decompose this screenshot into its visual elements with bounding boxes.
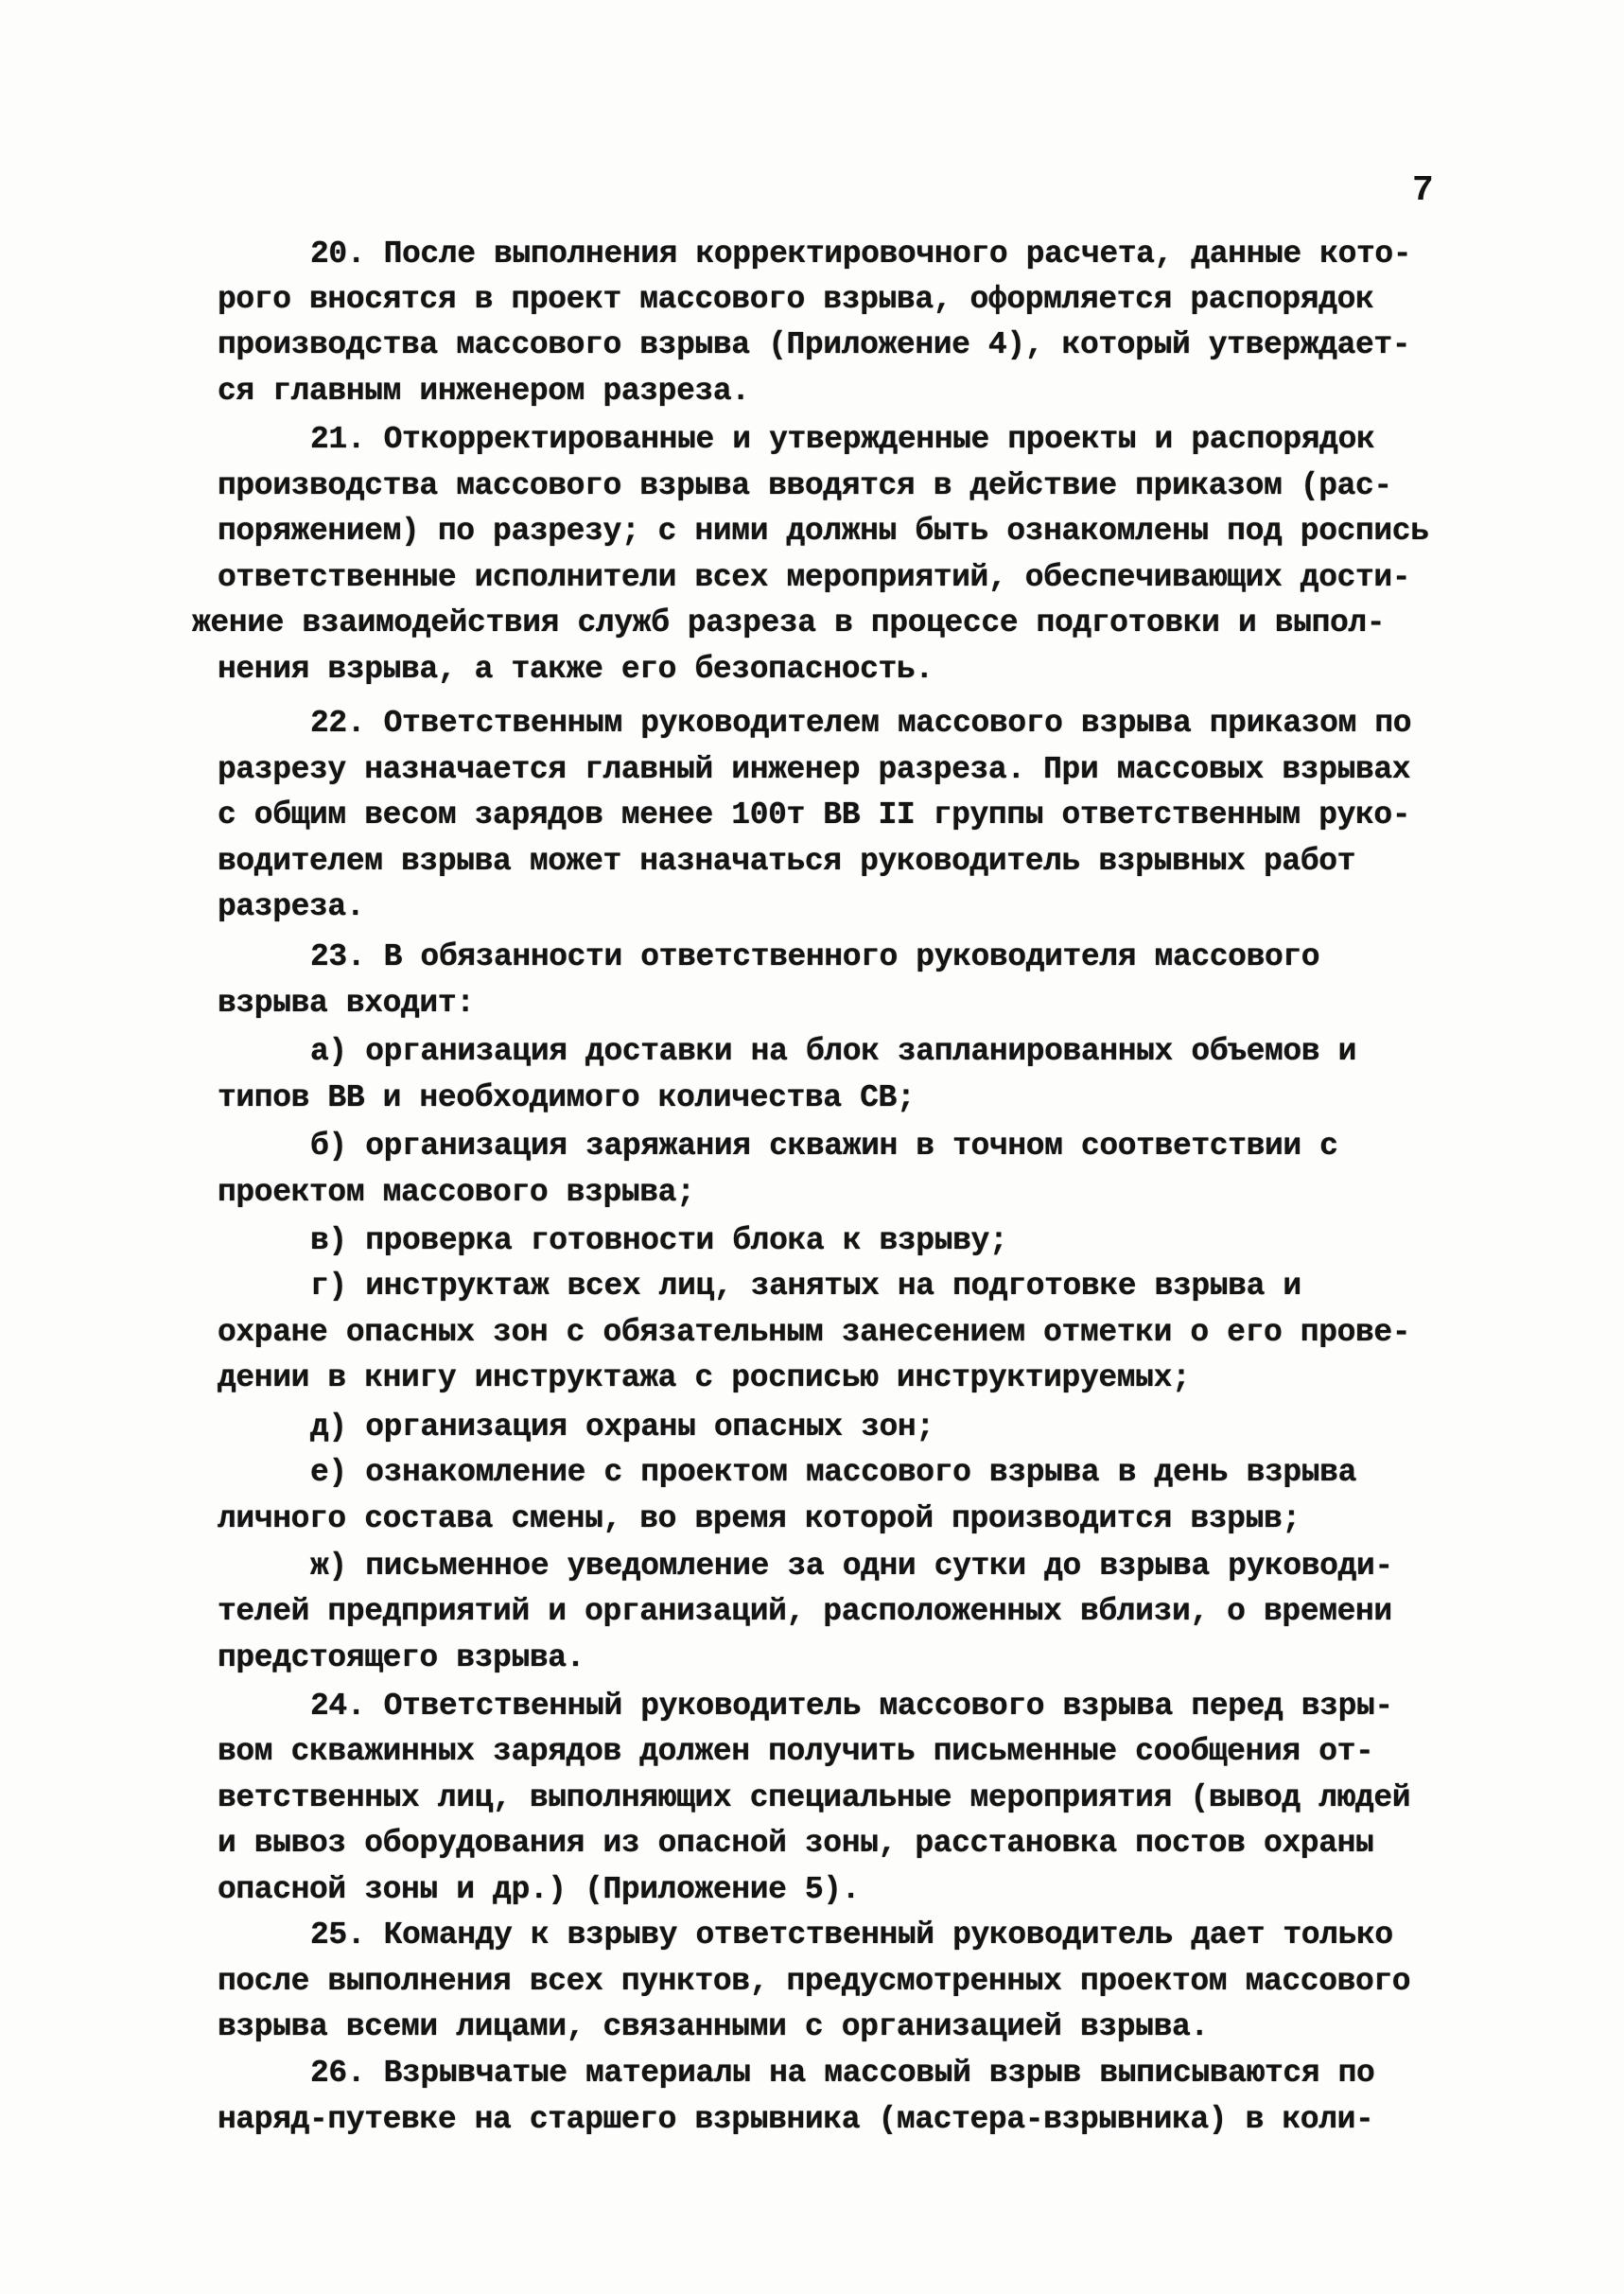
paragraph-20-line: производства массового взрыва (Приложение 4), который утверждает-	[218, 327, 1411, 362]
paragraph-24-line: опасной зоны и др.) (Приложение 5).	[218, 1872, 861, 1907]
paragraph-25-line: взрыва всеми лицами, связанными с организацией взрыва.	[218, 2009, 1209, 2044]
list-item-b: б) организация заряжания скважин в точном соответствии с	[310, 1129, 1338, 1164]
paragraph-25-line: после выполнения всех пунктов, предусмотренных проектом массового	[218, 1964, 1411, 1999]
paragraph-21-line: ответственные исполнители всех мероприятий, обеспечивающих дости-	[218, 560, 1411, 595]
paragraph-23-line: 23. В обязанности ответственного руководителя массового	[310, 939, 1320, 974]
paragraph-21-line: поряжением) по разрезу; с ними должны быть ознакомлены под роспись	[218, 514, 1429, 549]
paragraph-20-line: 20. После выполнения корректировочного расчета, данные кото-	[310, 236, 1412, 271]
paragraph-26-line: наряд-путевке на старшего взрывника (мастера-взрывника) в коли-	[218, 2102, 1374, 2137]
list-item-a: а) организация доставки на блок запланированных объемов и	[310, 1034, 1356, 1069]
paragraph-22-line: водителем взрыва может назначаться руководитель взрывных работ	[218, 844, 1356, 879]
list-item-e: личного состава смены, во время которой производится взрыв;	[218, 1501, 1301, 1536]
paragraph-24-line: и вывоз оборудования из опасной зоны, расстановка постов охраны	[218, 1826, 1374, 1861]
paragraph-20-line: рого вносятся в проект массового взрыва, оформляется распорядок	[218, 282, 1374, 317]
paragraph-24-line: 24. Ответственный руководитель массового взрыва перед взры-	[310, 1689, 1393, 1724]
paragraph-21-line: жение взаимодействия служб разреза в процессе подготовки и выпол-	[192, 605, 1386, 640]
paragraph-26-line: 26. Взрывчатые материалы на массовый взрыв выписываются по	[310, 2056, 1375, 2091]
list-item-zh: телей предприятий и организаций, расположенных вблизи, о времени	[218, 1594, 1392, 1629]
list-item-g: охране опасных зон с обязательным занесением отметки о его прове-	[218, 1315, 1411, 1350]
paragraph-25-line: 25. Команду к взрыву ответственный руководитель дает только	[310, 1918, 1393, 1953]
paragraph-21-line: производства массового взрыва вводятся в действие приказом (рас-	[218, 468, 1392, 503]
paragraph-24-line: вом скважинных зарядов должен получить письменные сообщения от-	[218, 1734, 1374, 1769]
list-item-e: е) ознакомление с проектом массового взрыва в день взрыва	[310, 1455, 1356, 1490]
paragraph-22-line: 22. Ответственным руководителем массового взрыва приказом по	[310, 706, 1412, 741]
paragraph-21-line: нения взрыва, а также его безопасность.	[218, 652, 934, 687]
paragraph-22-line: разреза.	[218, 889, 365, 924]
paragraph-23-line: взрыва входит:	[218, 986, 475, 1021]
list-item-v: в) проверка готовности блока к взрыву;	[310, 1223, 1008, 1258]
page-number: 7	[1412, 170, 1434, 211]
list-item-g: дении в книгу инструктажа с росписью инструктируемых;	[218, 1360, 1191, 1395]
list-item-g: г) инструктаж всех лиц, занятых на подготовке взрыва и	[310, 1269, 1301, 1304]
paragraph-24-line: ветственных лиц, выполняющих специальные мероприятия (вывод людей	[218, 1780, 1411, 1815]
paragraph-20-line: ся главным инженером разреза.	[218, 374, 750, 409]
list-item-b: проектом массового взрыва;	[218, 1175, 695, 1210]
list-item-zh: ж) письменное уведомление за одни сутки до взрыва руководи-	[310, 1549, 1393, 1584]
paragraph-21-line: 21. Откорректированные и утвержденные проекты и распорядок	[310, 422, 1375, 457]
list-item-zh: предстоящего взрыва.	[218, 1640, 585, 1675]
paragraph-22-line: разрезу назначается главный инженер разреза. При массовых взрывах	[218, 752, 1411, 787]
list-item-a: типов ВВ и необходимого количества СВ;	[218, 1080, 916, 1115]
list-item-d: д) организация охраны опасных зон;	[310, 1410, 934, 1445]
paragraph-22-line: с общим весом зарядов менее 100т ВВ II группы ответственным руко-	[218, 797, 1411, 832]
